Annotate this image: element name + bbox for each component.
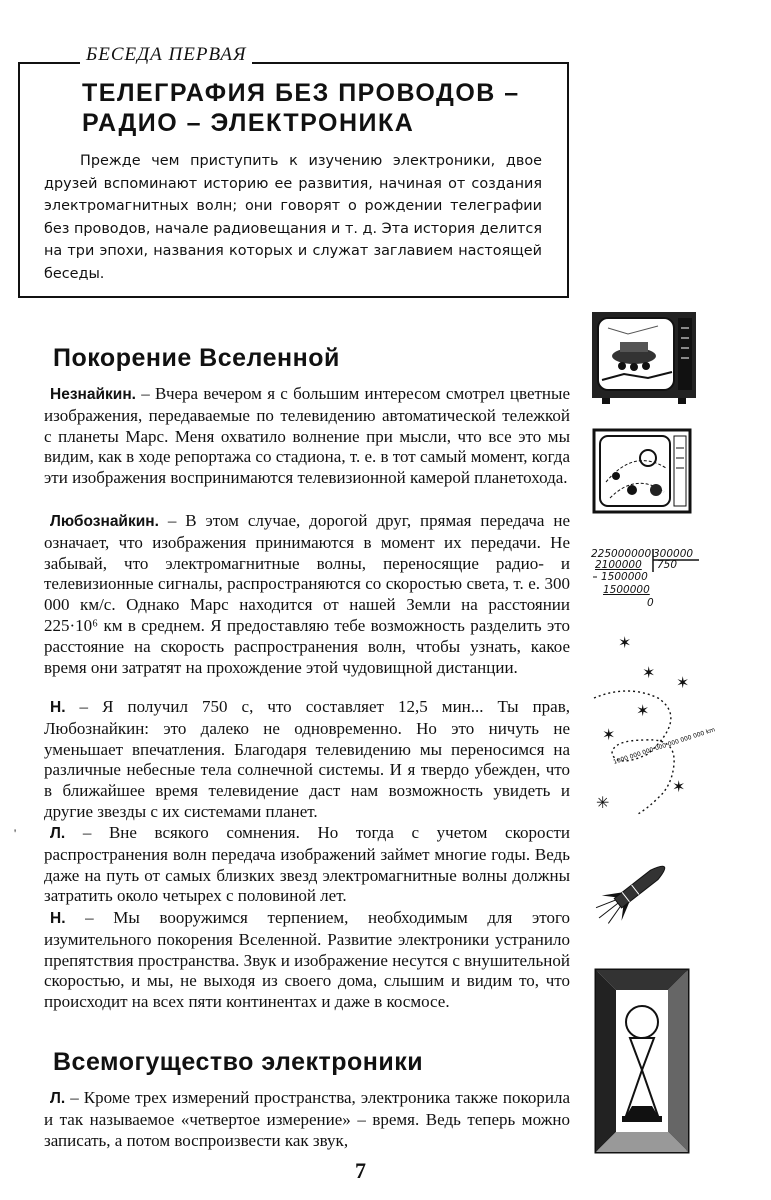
paragraph-text: – Кроме трех измерений пространства, электроника также покорила и так называемое «четвертое измерение» – время. Ведь теперь можно записать, а потом воспроизвести как звук, [44, 1088, 570, 1150]
rocket-illustration [588, 836, 694, 936]
margin-mark: ' [14, 826, 17, 840]
star-icon: ✶ [642, 663, 656, 682]
calc-dividend: 225000000 [591, 548, 652, 560]
chapter-title-line-2: РАДИО – ЭЛЕКТРОНИКА [82, 109, 415, 137]
speaker: Н. [50, 910, 66, 927]
calc-divisor: 300000 [653, 548, 694, 560]
stars-orbit-illustration [588, 628, 717, 818]
paragraph [44, 384, 570, 489]
calc-step-3: 1500000 [603, 584, 650, 596]
star-icon: ✶ [618, 633, 632, 652]
chapter-title [82, 78, 552, 138]
paragraph-text: – В этом случае, дорогой друг, прямая передача не означает, что изображения принимаются в момент их передачи. Не забывай, что электромагнитные волны, переносящие радио- и телевизионные сигналы, распространяются со скоростью света, т. е. 300 000 км/с. Однако Марс находится от нашей Земли на расстоянии 225·10⁶ км в среднем. Я предоставляю тебе возможность разделить это расстояние на скорость распространения волн, чтобы узнать, какое время они затратят на прохождение этой чудовищной дистанции. [44, 511, 570, 677]
calc-quotient: 750 [657, 559, 678, 571]
chapter-title-line-1: ТЕЛЕГРАФИЯ БЕЗ ПРОВОДОВ – [82, 79, 520, 107]
paragraph [44, 908, 570, 1013]
intro-text: Прежде чем приступить к изучению электроники, двое друзей вспоминают историю ее развития, начиная от создания электромагнитных волн; они говорят о рождении телеграфии без проводов, начале радиовещания и т. д. Эта история делится на три эпохи, названия которых и служат заглавием настоящей беседы. [44, 153, 542, 282]
tv-mars-rover-illustration [588, 308, 700, 406]
speaker: Л. [50, 1090, 66, 1107]
speaker: Незнайкин. [50, 386, 136, 403]
calc-step-2: 1500000 [601, 571, 648, 583]
orbit-label: 1000 000 000 000 000 000 000 km [612, 726, 717, 766]
paragraph [44, 823, 570, 907]
hourglass-illustration [592, 966, 692, 1156]
conversation-label: БЕСЕДА ПЕРВАЯ [80, 44, 252, 66]
star-icon: ✶ [636, 701, 650, 720]
speaker: Любознайкин. [50, 513, 159, 530]
paragraph-text: – Вчера вечером я с большим интересом смотрел цветные изображения, передаваемые по телевидению автоматической тележкой с планеты Марс. Меня охватило волнение при мысли, что все это мы видим, как в ходе репортажа со стадиона, т. е. в тот самый момент, когда эти изображения воспринимаются телевизионной камерой планетохода. [44, 384, 570, 488]
paragraph [44, 511, 570, 678]
division-lines [591, 548, 711, 608]
paragraph [44, 697, 570, 823]
paragraph-text: – Я получил 750 с, что составляет 12,5 мин... Ты прав, Любознайкин: это далеко не одновременно. Но это ничуть не уменьшает впечатления. Благодаря телевидению мы переносимся на различные небесные тела солнечной системы. И я твердо убежден, что в ближайшее время телевидение даст нам возможность увидеть и другие звезды с их системами планет. [44, 697, 570, 821]
speaker: Н. [50, 699, 66, 716]
paragraph-text: – Вне всякого сомнения. Но тогда с учетом скорости распространения волн передача изображений займет многие годы. Ведь даже на путь от самых близких звезд электромагнитные волны должны затратить около четырех с половиной лет. [44, 823, 570, 906]
paragraph [44, 1088, 570, 1151]
calc-remainder: 0 [647, 597, 654, 609]
star-icon: ✶ [602, 725, 616, 744]
calc-step-1: 2100000 [595, 559, 642, 571]
tv-solar-system-illustration [592, 428, 692, 516]
page-number: 7 [355, 1158, 366, 1183]
speaker: Л. [50, 825, 66, 842]
section-title-conquest: Покорение Вселенной [53, 344, 340, 372]
star-icon: ✶ [672, 777, 686, 796]
section-title-omnipotence: Всемогущество электроники [53, 1048, 424, 1076]
star-icon: ✶ [676, 673, 690, 692]
star-icon: ✳ [596, 793, 610, 812]
paragraph-text: – Мы вооружимся терпением, необходимым для этого изумительного покорения Вселенной. Развитие электроники устранило препятствия пространства. Звук и изображение несутся с внушительной скоростью, и мы, не выходя из своего дома, слышим и видим то, что происходит на всех пяти континентах и даже в космосе. [44, 908, 570, 1012]
